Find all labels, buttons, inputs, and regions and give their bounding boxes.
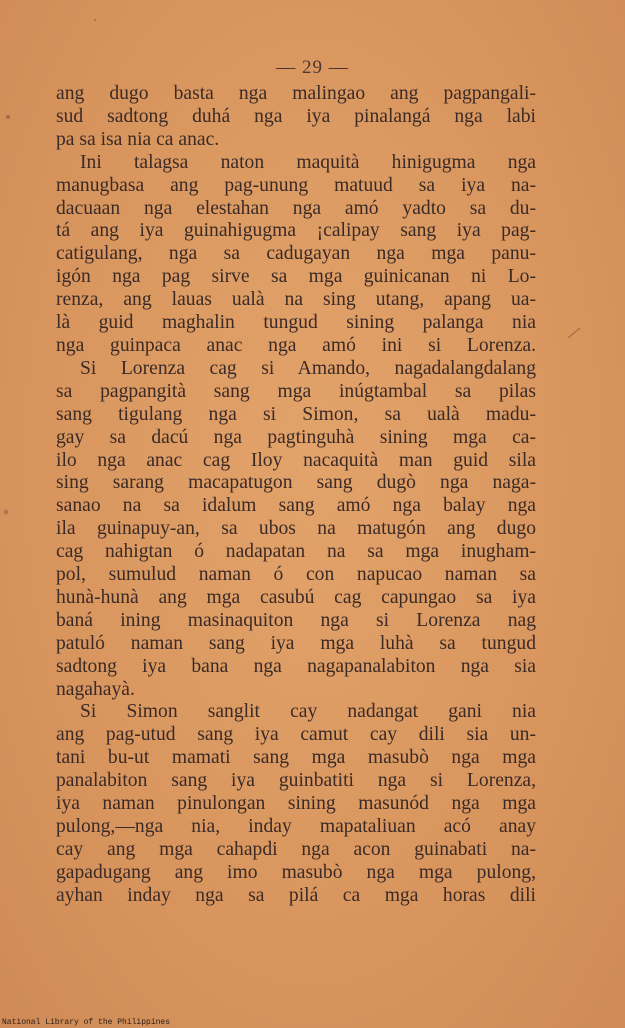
text-line: tá ang iya guinahigugma ¡calipay sang iya pag- xyxy=(56,220,536,242)
text-line: nga guinpaca anac nga amó ini si Lorenza. xyxy=(56,334,536,356)
text-line: pol, sumulud naman ó con napucao naman sa xyxy=(56,564,536,586)
text-line: sadtong iya bana nga nagapanalabiton nga sia xyxy=(56,655,536,677)
text-line: nagahayà. xyxy=(56,678,135,700)
text-line: renza, ang lauas ualà na sing utang, apang ua- xyxy=(56,289,536,311)
text-line: catigulang, nga sa cadugayan nga mga panu- xyxy=(56,243,536,265)
text-line: ang pag-utud sang iya camut cay dili sia un- xyxy=(56,724,536,746)
text-line: patuló naman sang iya mga luhà sa tungud xyxy=(56,632,536,654)
text-line: pulong,—nga nia, inday mapataliuan acó anay xyxy=(56,816,536,837)
body-text xyxy=(56,83,536,908)
text-line: hunà-hunà ang mga casubú cag capungao sa iya xyxy=(56,586,536,608)
text-line: ang dugo basta nga malingao ang pagpangali- xyxy=(56,83,536,104)
text-line: gapadugang ang imo masubò nga mga pulong, xyxy=(56,861,536,883)
text-line: igón nga pag sirve sa mga guinicanan ni Lo- xyxy=(56,266,536,288)
text-line: sud sadtong duhá nga iya pinalangá nga labi xyxy=(56,105,536,127)
text-line: sanao na sa idalum sang amó nga balay nga xyxy=(56,495,536,517)
text-line: sang tigulang nga si Simon, sa ualà madu- xyxy=(56,403,536,425)
text-line: là guid maghalin tungud sining palanga nia xyxy=(56,312,536,334)
text-line: ayhan inday nga sa pilá ca mga horas dili xyxy=(56,884,536,906)
text-line: ilo nga anac cag Iloy nacaquità man guid sila xyxy=(56,449,536,471)
text-line: Si Simon sanglit cay nadangat gani nia xyxy=(80,701,536,723)
text-line: Si Lorenza cag si Amando, nagadalangdalang xyxy=(80,357,536,379)
text-line: cag nahigtan ó nadapatan na sa mga inugham- xyxy=(56,541,536,563)
text-line: Ini talagsa naton maquità hinigugma nga xyxy=(80,151,536,173)
text-line: baná ining masinaquiton nga si Lorenza nag xyxy=(56,609,536,631)
library-credit: National Library of the Philippines xyxy=(2,1018,171,1027)
text-line: cay ang mga cahapdi nga acon guinabati na- xyxy=(56,838,536,860)
text-line: panalabiton sang iya guinbatiti nga si Lorenza, xyxy=(56,770,536,792)
text-line: dacuaan nga elestahan nga amó yadto sa du- xyxy=(56,197,536,219)
text-line: ila guinapuy-an, sa ubos na matugón ang dugo xyxy=(56,518,536,540)
text-line: gay sa dacú nga pagtinguhà sining mga ca- xyxy=(56,426,536,448)
text-line: pa sa isa nia ca anac. xyxy=(56,128,220,150)
page-number: — 29 — xyxy=(276,57,349,78)
text-line: sa pagpangità sang mga inúgtambal sa pilas xyxy=(56,380,536,402)
text-line: iya naman pinulongan sining masunód nga mga xyxy=(56,793,536,815)
text-line: sing sarang macapatugon sang dugò nga naga- xyxy=(56,472,536,494)
text-line: manugbasa ang pag-unung matuud sa iya na- xyxy=(56,174,536,196)
text-line: tani bu-ut mamati sang mga masubò nga mga xyxy=(56,747,536,769)
